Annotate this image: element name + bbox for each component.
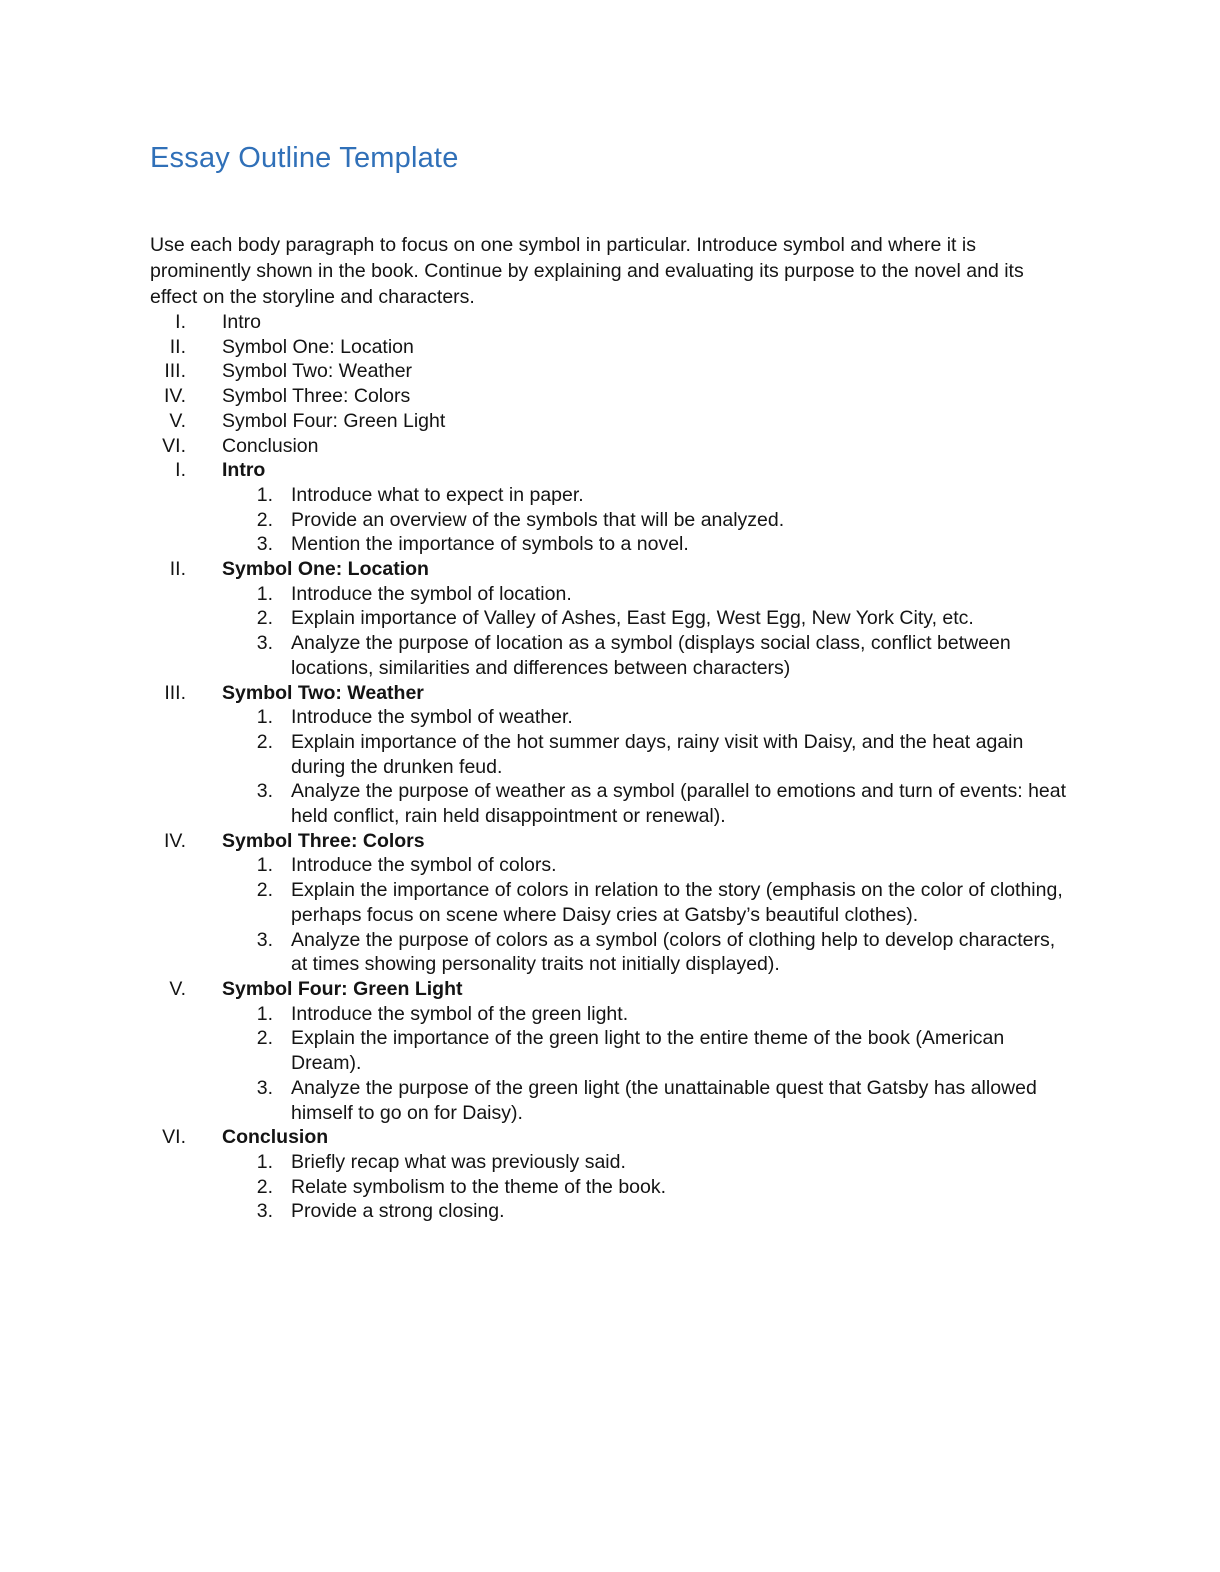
outline-point [150, 779, 1070, 828]
outline-point [150, 1026, 1070, 1075]
point-number: 2. [256, 508, 273, 531]
point-number: 3. [256, 533, 273, 556]
item-label: Symbol Two: Weather [222, 360, 413, 383]
point-number: 1. [256, 582, 273, 605]
point-number: 2. [256, 730, 273, 753]
roman-numeral: VI. [162, 434, 186, 457]
outline-point [150, 1199, 1070, 1224]
roman-numeral: I. [175, 459, 186, 482]
point-text: Introduce the symbol of colors. [291, 854, 557, 877]
item-label: Intro [222, 311, 262, 333]
outline-point [150, 1002, 1070, 1027]
point-text: Analyze the purpose of colors as a symbol (colors of clothing help to develop characters, at times showing personality traits not initially displayed). [291, 928, 1056, 976]
roman-numeral: IV. [163, 385, 186, 408]
outline-point [150, 631, 1070, 680]
outline-point [150, 508, 1070, 533]
outline-point [150, 730, 1070, 779]
outline-overview [150, 310, 1070, 458]
outline-point [150, 1175, 1070, 1200]
point-number: 1. [256, 483, 273, 506]
outline-point [150, 606, 1070, 631]
item-label: Conclusion [222, 434, 319, 457]
overview-item [150, 434, 1070, 459]
overview-item [150, 335, 1070, 360]
point-number: 2. [256, 1027, 273, 1050]
overview-item [150, 359, 1070, 384]
point-text: Relate symbolism to the theme of the book. [291, 1175, 667, 1198]
point-number: 1. [256, 1150, 273, 1173]
section-heading-row [150, 458, 1070, 483]
point-text: Analyze the purpose of location as a symbol (displays social class, conflict between locations, similarities and differences between characters) [291, 632, 1011, 679]
item-label: Symbol Three: Colors [222, 385, 411, 408]
point-text: Explain the importance of the green light to the entire theme of the book (American Dream). [291, 1027, 1005, 1075]
roman-numeral: II. [169, 335, 186, 358]
point-number: 2. [256, 1175, 273, 1198]
roman-numeral: V. [169, 409, 186, 432]
point-number: 2. [256, 607, 273, 630]
point-text: Introduce the symbol of the green light. [291, 1002, 629, 1025]
point-text: Mention the importance of symbols to a novel. [291, 533, 689, 556]
overview-item [150, 310, 1070, 335]
roman-numeral: IV. [163, 829, 186, 852]
outline-detailed [150, 458, 1070, 1224]
roman-numeral: I. [175, 311, 186, 333]
point-number: 2. [256, 879, 273, 902]
point-number: 3. [256, 1200, 273, 1223]
point-text: Introduce the symbol of location. [291, 582, 572, 605]
overview-item [150, 384, 1070, 409]
section-heading-row [150, 977, 1070, 1002]
point-text: Analyze the purpose of weather as a symbol (parallel to emotions and turn of events: heat held conflict, rain held disappointment or renewal). [291, 780, 1067, 828]
point-number: 1. [256, 854, 273, 877]
item-label: Symbol Four: Green Light [222, 409, 446, 432]
point-number: 3. [256, 928, 273, 951]
outline-point [150, 483, 1070, 508]
point-text: Provide a strong closing. [291, 1200, 505, 1223]
section-heading: Symbol Two: Weather [222, 681, 424, 704]
section-heading-row [150, 829, 1070, 854]
section-heading: Symbol Four: Green Light [222, 977, 463, 1000]
outline-point [150, 532, 1070, 557]
outline-point [150, 1150, 1070, 1175]
outline-point [150, 705, 1070, 730]
section-heading-row [150, 681, 1070, 706]
intro-paragraph: Use each body paragraph to focus on one symbol in particular. Introduce symbol and where it is prominently shown in the book. Continue by explaining and evaluating its purpose to the novel and its effect on the storyline and characters. [150, 234, 1024, 308]
overview-item [150, 409, 1070, 434]
outline-point [150, 878, 1070, 927]
roman-numeral: II. [169, 558, 186, 581]
roman-numeral: VI. [162, 1126, 186, 1149]
outline-point [150, 928, 1070, 977]
outline-point [150, 582, 1070, 607]
point-number: 1. [256, 1002, 273, 1025]
roman-numeral: V. [169, 977, 186, 1000]
outline-point [150, 1076, 1070, 1125]
point-number: 1. [256, 706, 273, 729]
point-text: Introduce what to expect in paper. [291, 483, 584, 506]
point-text: Provide an overview of the symbols that will be analyzed. [291, 508, 785, 531]
roman-numeral: III. [164, 360, 186, 383]
point-text: Introduce the symbol of weather. [291, 706, 573, 729]
point-number: 3. [256, 1076, 273, 1099]
outline-point [150, 853, 1070, 878]
section-heading-row [150, 557, 1070, 582]
item-label: Symbol One: Location [222, 335, 414, 358]
page-title: Essay Outline Template [150, 142, 459, 174]
section-heading-row [150, 1125, 1070, 1150]
document-content [150, 141, 1070, 1224]
point-number: 3. [256, 780, 273, 803]
point-text: Briefly recap what was previously said. [291, 1150, 626, 1173]
section-heading: Conclusion [222, 1126, 329, 1149]
roman-numeral: III. [164, 681, 186, 704]
point-text: Explain importance of Valley of Ashes, East Egg, West Egg, New York City, etc. [291, 607, 974, 630]
section-heading: Symbol Three: Colors [222, 829, 425, 852]
point-text: Explain the importance of colors in relation to the story (emphasis on the color of clothing, perhaps focus on scene where Daisy cries at Gatsby’s beautiful clothes). [291, 879, 1063, 926]
point-text: Analyze the purpose of the green light (the unattainable quest that Gatsby has allowed himself to go on for Daisy). [291, 1076, 1037, 1124]
section-heading: Intro [222, 459, 266, 482]
section-heading: Symbol One: Location [222, 558, 429, 581]
point-text: Explain importance of the hot summer days, rainy visit with Daisy, and the heat again during the drunken feud. [291, 730, 1024, 778]
point-number: 3. [256, 632, 273, 655]
